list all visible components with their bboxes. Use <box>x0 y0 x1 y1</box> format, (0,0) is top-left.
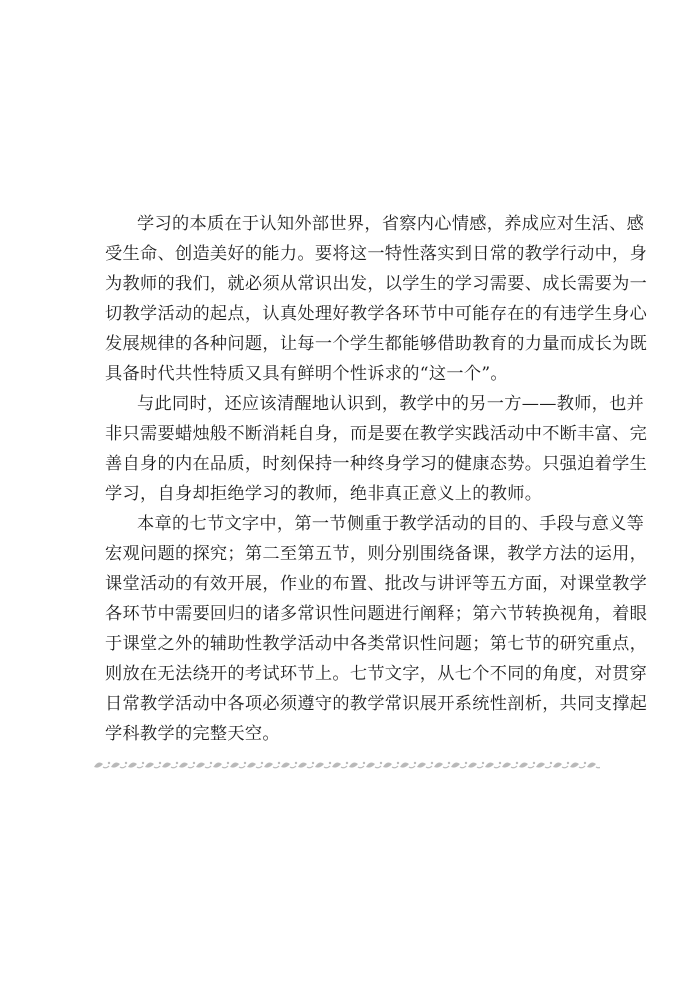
ornament-curl <box>256 766 262 768</box>
ornament-curl <box>443 766 449 768</box>
ornament-leaf <box>162 763 171 768</box>
ornament-curl <box>273 766 279 768</box>
ornament-curl <box>511 766 517 768</box>
ornament-leaf <box>298 763 307 768</box>
paragraph-3 <box>105 509 648 749</box>
paragraph-line: 学习的本质在于认知外部世界，省察内心情感，养成应对生活、感 <box>137 214 645 234</box>
ornament-curl <box>120 766 126 768</box>
ornament-curl <box>290 766 296 768</box>
ornament-dot <box>380 762 382 764</box>
ornament-dot <box>261 762 263 764</box>
ornament-leaf <box>400 763 409 768</box>
paragraph-line: 为教师的我们，就必须从常识出发，以学生的学习需要、成长需要为一 <box>105 274 648 294</box>
ornament-dot <box>482 762 484 764</box>
ornament-curl <box>358 766 364 768</box>
ornament-leaf <box>468 763 477 768</box>
ornament-dot <box>312 762 314 764</box>
ornament-curl <box>528 766 534 768</box>
ornament-curl <box>460 766 466 768</box>
ornament-dot <box>431 762 433 764</box>
ornament-dot <box>278 762 280 764</box>
ornament-dot <box>448 762 450 764</box>
ornament-curl <box>426 766 432 768</box>
paragraph-line: 课堂活动的有效开展，作业的布置、批改与讲评等五方面，对课堂教学 <box>105 574 648 594</box>
ornament-dot <box>244 762 246 764</box>
paragraph-line: 发展规律的各种问题，让每一个学生都能够借助教育的力量而成长为既 <box>105 334 648 354</box>
ornament-dot <box>550 762 552 764</box>
paragraph-line: 具备时代共性特质又具有鲜明个性诉求的“这一个”。 <box>105 364 508 384</box>
ornament-leaf <box>315 763 324 768</box>
ornament-curl <box>154 766 160 768</box>
paragraph-line: 非只需要蜡烛般不断消耗自身，而是要在教学实践活动中不断丰富、完 <box>105 424 648 444</box>
paragraph-line: 学科教学的完整天空。 <box>105 724 280 744</box>
ornament-dot <box>584 762 586 764</box>
ornament-curl <box>545 766 551 768</box>
paragraph-line: 于课堂之外的辅助性教学活动中各类常识性问题；第七节的研究重点， <box>105 634 648 654</box>
ornament-dot <box>567 762 569 764</box>
ornament-curl <box>375 766 381 768</box>
ornament-curl <box>171 766 177 768</box>
ornament-leaf <box>179 763 188 768</box>
ornament-dot <box>363 762 365 764</box>
ornament-leaf <box>502 763 511 768</box>
ornament-dot <box>397 762 399 764</box>
ornament-leaf <box>570 763 579 768</box>
decorative-divider <box>90 758 600 772</box>
ornament-dot <box>227 762 229 764</box>
ornament-curl <box>494 766 500 768</box>
paragraph-line: 则放在无法绕开的考试环节上。七节文字，从七个不同的角度，对贯穿 <box>105 664 648 684</box>
ornament-leaf <box>485 763 494 768</box>
ornament-leaf <box>247 763 256 768</box>
ornament-leaf <box>332 763 341 768</box>
ornament-dot <box>465 762 467 764</box>
paragraph-line: 本章的七节文字中，第一节侧重于教学活动的目的、手段与意义等 <box>137 514 645 534</box>
ornament-leaf <box>417 763 426 768</box>
ornament-leaf <box>94 763 103 768</box>
ornament-leaf <box>434 763 443 768</box>
ornament-leaf <box>519 763 528 768</box>
ornament-curl <box>103 766 109 768</box>
ornament-curl <box>307 766 313 768</box>
ornament-leaf <box>281 763 290 768</box>
ornament-dot <box>176 762 178 764</box>
ornament-leaf <box>128 763 137 768</box>
ornament-dot <box>346 762 348 764</box>
ornament-leaf <box>349 763 358 768</box>
ornament-dot <box>125 762 127 764</box>
ornament-curl <box>324 766 330 768</box>
paragraph-line: 善自身的内在品质，时刻保持一种终身学习的健康态势。只强迫着学生 <box>105 454 648 474</box>
ornament-curl <box>239 766 245 768</box>
ornament-dot <box>142 762 144 764</box>
ornament-curl <box>579 766 585 768</box>
ornament-dot <box>159 762 161 764</box>
ornament-leaf <box>230 763 239 768</box>
ornament-dot <box>414 762 416 764</box>
ornament-dot <box>533 762 535 764</box>
ornament-curl <box>188 766 194 768</box>
ornament-dot <box>329 762 331 764</box>
paragraph-line: 宏观问题的探究；第二至第五节，则分别围绕备课，教学方法的运用， <box>105 544 648 564</box>
paragraph-line: 与此同时，还应该清醒地认识到，教学中的另一方——教师，也并 <box>137 394 645 414</box>
ornament-dot <box>210 762 212 764</box>
ornament-dot <box>499 762 501 764</box>
ornament-curl <box>205 766 211 768</box>
ornament-curl <box>596 766 600 768</box>
ornament-dot <box>295 762 297 764</box>
paragraph-line: 受生命、创造美好的能力。要将这一特性落实到日常的教学行动中，身 <box>105 244 648 264</box>
ornament-dot <box>193 762 195 764</box>
paragraph-1 <box>105 209 648 389</box>
ornament-leaf <box>213 763 222 768</box>
body-text <box>105 209 648 749</box>
ornament-leaf <box>264 763 273 768</box>
paragraph-2 <box>105 389 648 509</box>
ornament-leaf <box>111 763 120 768</box>
ornament-leaf <box>383 763 392 768</box>
ornament-leaf <box>553 763 562 768</box>
paragraph-line: 日常教学活动中各项必须遵守的教学常识展开系统性剖析，共同支撑起 <box>105 694 648 714</box>
ornament-dot <box>516 762 518 764</box>
paragraph-line: 学习，自身却拒绝学习的教师，绝非真正意义上的教师。 <box>105 484 543 504</box>
ornament-leaf <box>451 763 460 768</box>
paragraph-line: 各环节中需要回归的诸多常识性问题进行阐释；第六节转换视角，着眼 <box>105 604 648 624</box>
ornament-curl <box>137 766 143 768</box>
ornament-curl <box>562 766 568 768</box>
ornament-leaf <box>536 763 545 768</box>
ornament-curl <box>409 766 415 768</box>
ornament-curl <box>392 766 398 768</box>
ornament-curl <box>341 766 347 768</box>
ornament-dot <box>108 762 110 764</box>
ornament-leaf <box>366 763 375 768</box>
ornament-leaf <box>145 763 154 768</box>
ornament-leaf <box>587 763 596 768</box>
ornament-leaf <box>196 763 205 768</box>
ornament-curl <box>477 766 483 768</box>
ornament-curl <box>222 766 228 768</box>
paragraph-line: 切教学活动的起点，认真处理好教学各环节中可能存在的有违学生身心 <box>105 304 648 324</box>
